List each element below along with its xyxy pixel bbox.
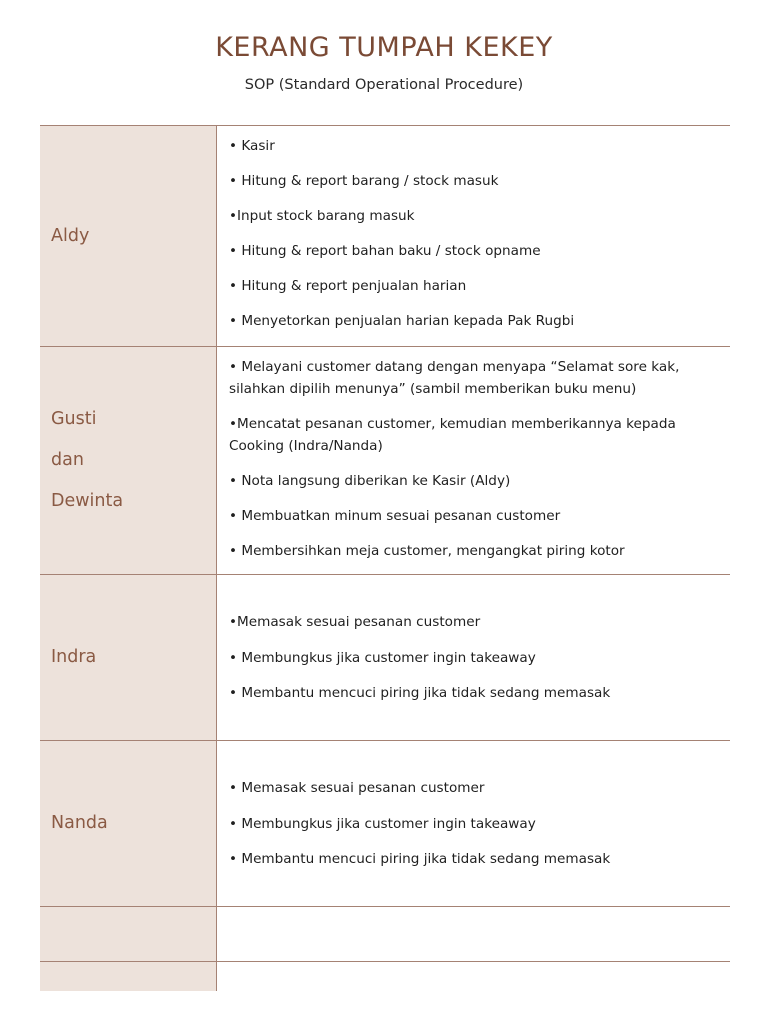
duty-item: • Membungkus jika customer ingin takeaway	[229, 815, 536, 832]
duty-cell	[217, 575, 730, 740]
name-cell	[40, 126, 217, 346]
duty-item: •Mencatat pesanan customer, kemudian memberikannya kepada Cooking (Indra/Nanda)	[229, 416, 676, 454]
table-row	[40, 126, 730, 347]
duty-item: • Membantu mencuci piring jika tidak sedang memasak	[229, 685, 611, 701]
duty-item: • Melayani customer datang dengan menyapa “Selamat sore kak, silahkan dipilih menunya” (sambil memberikan buku menu)	[229, 359, 680, 397]
duty-item: • Membungkus jika customer ingin takeaway	[229, 649, 536, 666]
staff-name: Gusti	[51, 409, 97, 429]
duty-cell	[217, 907, 730, 961]
staff-name: Nanda	[51, 813, 108, 833]
name-cell	[40, 962, 217, 991]
staff-name-connector: dan	[51, 450, 84, 470]
duty-cell	[217, 741, 730, 906]
duty-item: • Hitung & report barang / stock masuk	[229, 173, 499, 189]
duty-item: •Memasak sesuai pesanan customer	[229, 614, 481, 630]
table-row	[40, 347, 730, 575]
name-cell	[40, 347, 217, 574]
table-row-empty	[40, 962, 730, 991]
document-subtitle: SOP (Standard Operational Procedure)	[244, 77, 524, 93]
name-cell	[40, 741, 217, 906]
name-cell	[40, 907, 217, 961]
duty-item: • Hitung & report penjualan harian	[229, 278, 467, 294]
duty-item: • Membuatkan minum sesuai pesanan customer	[229, 508, 561, 524]
duty-item: • Hitung & report bahan baku / stock opname	[229, 243, 541, 259]
staff-name: Aldy	[51, 225, 90, 246]
duty-item: • Nota langsung diberikan ke Kasir (Aldy)	[229, 473, 511, 489]
sop-table	[40, 125, 730, 991]
table-row	[40, 575, 730, 741]
duty-item: •Input stock barang masuk	[229, 208, 415, 224]
duty-cell	[217, 347, 730, 574]
table-row	[40, 741, 730, 907]
duty-item: • Membersihkan meja customer, mengangkat piring kotor	[229, 543, 625, 559]
table-row-empty	[40, 907, 730, 962]
staff-name: Dewinta	[51, 491, 124, 511]
duty-item: • Memasak sesuai pesanan customer	[229, 780, 485, 796]
duty-item: • Kasir	[229, 138, 275, 154]
duty-cell	[217, 962, 730, 991]
document-title: KERANG TUMPAH KEKEY	[215, 32, 553, 63]
staff-name: Indra	[51, 647, 97, 667]
duty-cell	[217, 126, 730, 346]
duty-item: • Menyetorkan penjualan harian kepada Pak Rugbi	[229, 313, 575, 329]
name-cell	[40, 575, 217, 740]
duty-item: • Membantu mencuci piring jika tidak sedang memasak	[229, 851, 611, 867]
